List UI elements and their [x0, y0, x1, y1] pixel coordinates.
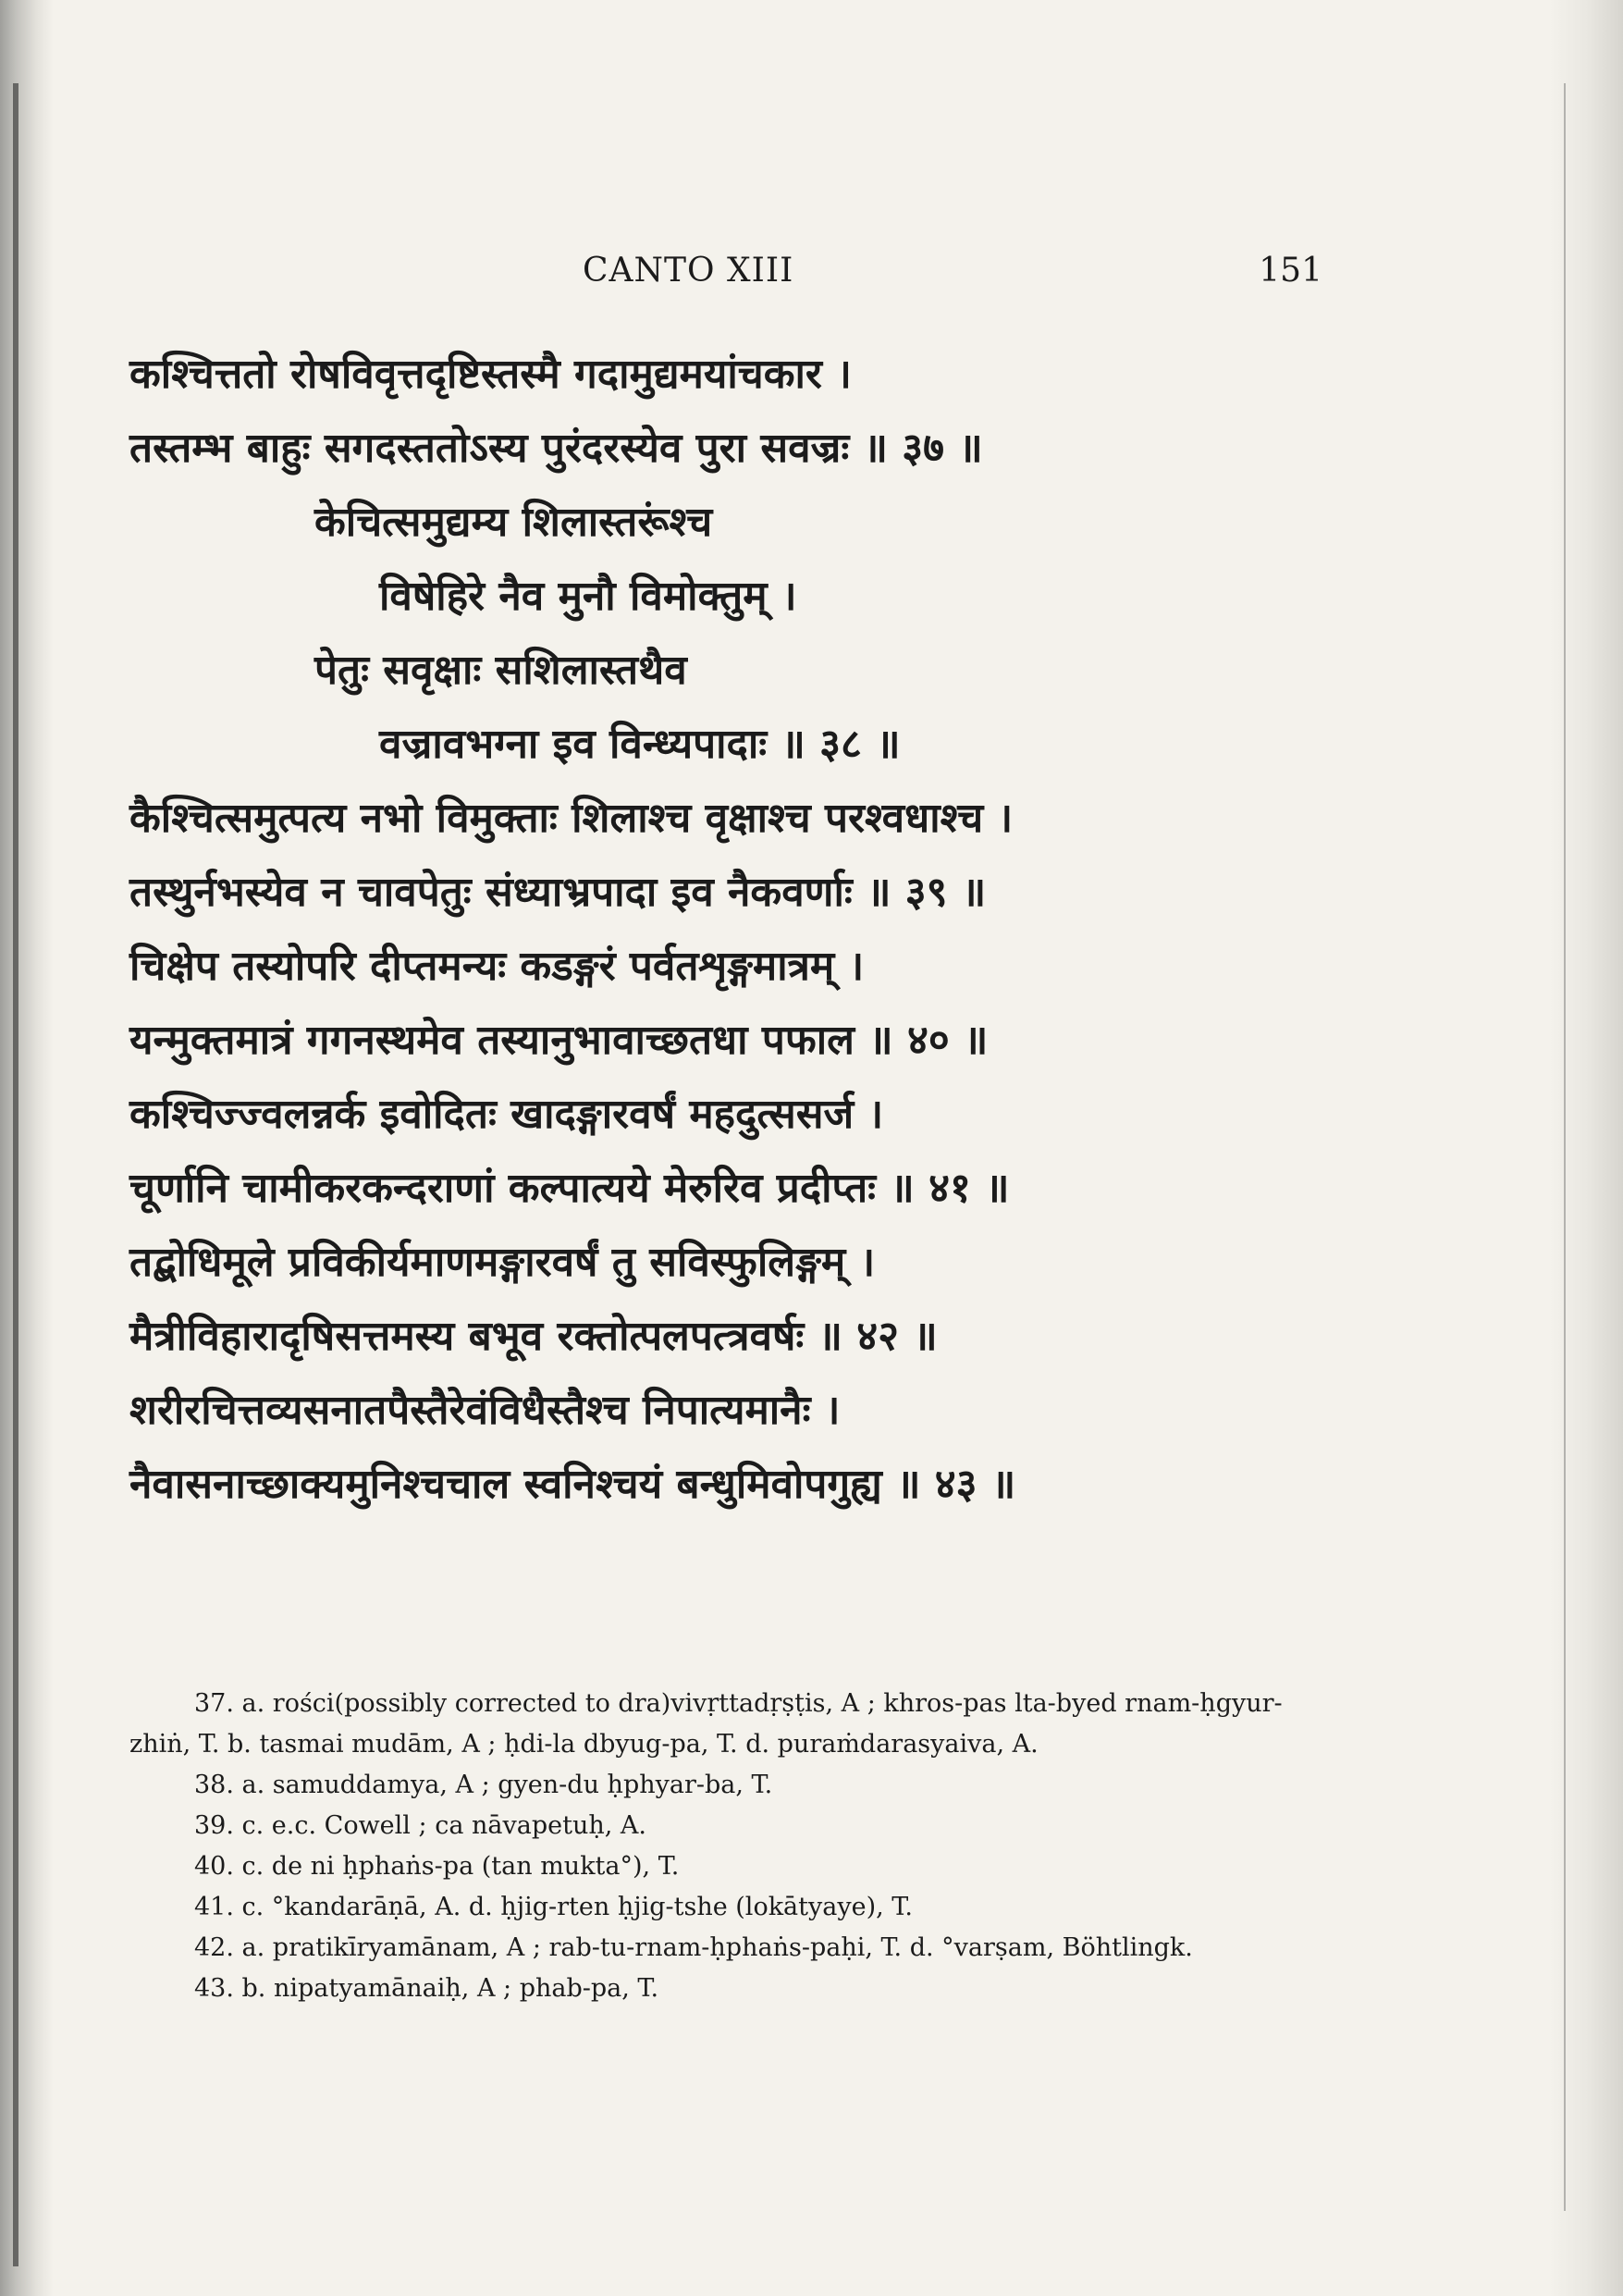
verse-line: कैश्चित्समुत्पत्य नभो विमुक्ताः शिलाश्च वृक्षाश्च परश्वधाश्च । — [129, 795, 1014, 842]
verse-line: चूर्णानि चामीकरकन्दराणां कल्पात्यये मेरुरिव प्रदीप्तः ॥ ४१ ॥ — [129, 1165, 1010, 1212]
verse-line: कश्चिज्ज्वलन्नर्क इवोदितः खादङ्गारवर्षं महदुत्ससर्ज । — [129, 1091, 884, 1138]
footnote: 39. c. e.c. Cowell ; ca nāvapetuḥ, A. — [194, 1811, 646, 1840]
footnote: 37. a. rości(possibly corrected to dra)vivṛttadṛṣṭis, A ; khros-pas lta-byed rnam-ḥgyur-zhiṅ, T. b. tasmai mudām, A ; ḥdi-la dbyug-pa, T. d. puraṁdarasyaiva, A. — [129, 1689, 1283, 1759]
verse-line: यन्मुक्तमात्रं गगनस्थमेव तस्यानुभावाच्छतधा पफाल ॥ ४० ॥ — [129, 1017, 989, 1064]
verse-line: नैवासनाच्छाक्यमुनिश्चचाल स्वनिश्चयं बन्धुमिवोपगुह्य ॥ ४३ ॥ — [129, 1461, 1016, 1508]
scan-right-edge — [1549, 0, 1623, 2296]
verse-line: मैत्रीविहारादृषिसत्तमस्य बभूव रक्तोत्पलपत्त्रवर्षः ॥ ४२ ॥ — [129, 1313, 938, 1360]
footnote: 43. b. nipatyamānaiḥ, A ; phab-pa, T. — [194, 1974, 659, 2003]
footnote: 41. c. °kandarāṇā, A. d. ḥjig-rten ḥjig-tshe (lokātyaye), T. — [194, 1893, 913, 1921]
verse-block — [129, 338, 1332, 1522]
page-header — [129, 252, 1322, 298]
footnote: 38. a. samuddamya, A ; gyen-du ḥphyar-ba, T. — [194, 1771, 773, 1799]
footnotes — [129, 1684, 1322, 2009]
verse-line: कश्चित्ततो रोषविवृत्तदृष्टिस्तस्मै गदामुद्यमयांचकार । — [129, 351, 852, 398]
page-number: 151 — [1259, 252, 1322, 290]
scan-binding-line — [13, 83, 18, 2266]
verse-line: तस्तम्भ बाहुः सगदस्ततोऽस्य पुरंदरस्येव पुरा सवज्रः ॥ ३७ ॥ — [129, 425, 983, 472]
verse-line: वज्रावभग्ना इव विन्ध्यपादाः ॥ ३८ ॥ — [379, 721, 901, 768]
verse-line: तद्बोधिमूले प्रविकीर्यमाणमङ्गारवर्षं तु सविस्फुलिङ्गम् । — [129, 1239, 876, 1286]
scan-right-line — [1564, 83, 1566, 2211]
verse-line: तस्थुर्नभस्येव न चावपेतुः संध्याभ्रपादा इव नैकवर्णाः ॥ ३९ ॥ — [129, 869, 987, 916]
footnote: 42. a. pratikīryamānam, A ; rab-tu-rnam-ḥphaṅs-paḥi, T. d. °varṣam, Böhtlingk. — [194, 1933, 1193, 1962]
scan-left-edge — [0, 0, 54, 2296]
verse-line: विषेहिरे नैव मुनौ विमोक्तुम् । — [379, 573, 797, 620]
footnote: 40. c. de ni ḥphaṅs-pa (tan mukta°), T. — [194, 1852, 680, 1881]
verse-line: शरीरचित्तव्यसनातपैस्तैरेवंविधैस्तैश्च निपात्यमानैः । — [129, 1387, 841, 1434]
running-head: CANTO XIII — [583, 252, 794, 290]
verse-line: केचित्समुद्यम्य शिलास्तरूंश्च — [314, 499, 713, 546]
verse-line: पेतुः सवृक्षाः सशिलास्तथैव — [314, 647, 687, 694]
verse-line: चिक्षेप तस्योपरि दीप्तमन्यः कडङ्गरं पर्वतशृङ्गमात्रम् । — [129, 943, 865, 990]
